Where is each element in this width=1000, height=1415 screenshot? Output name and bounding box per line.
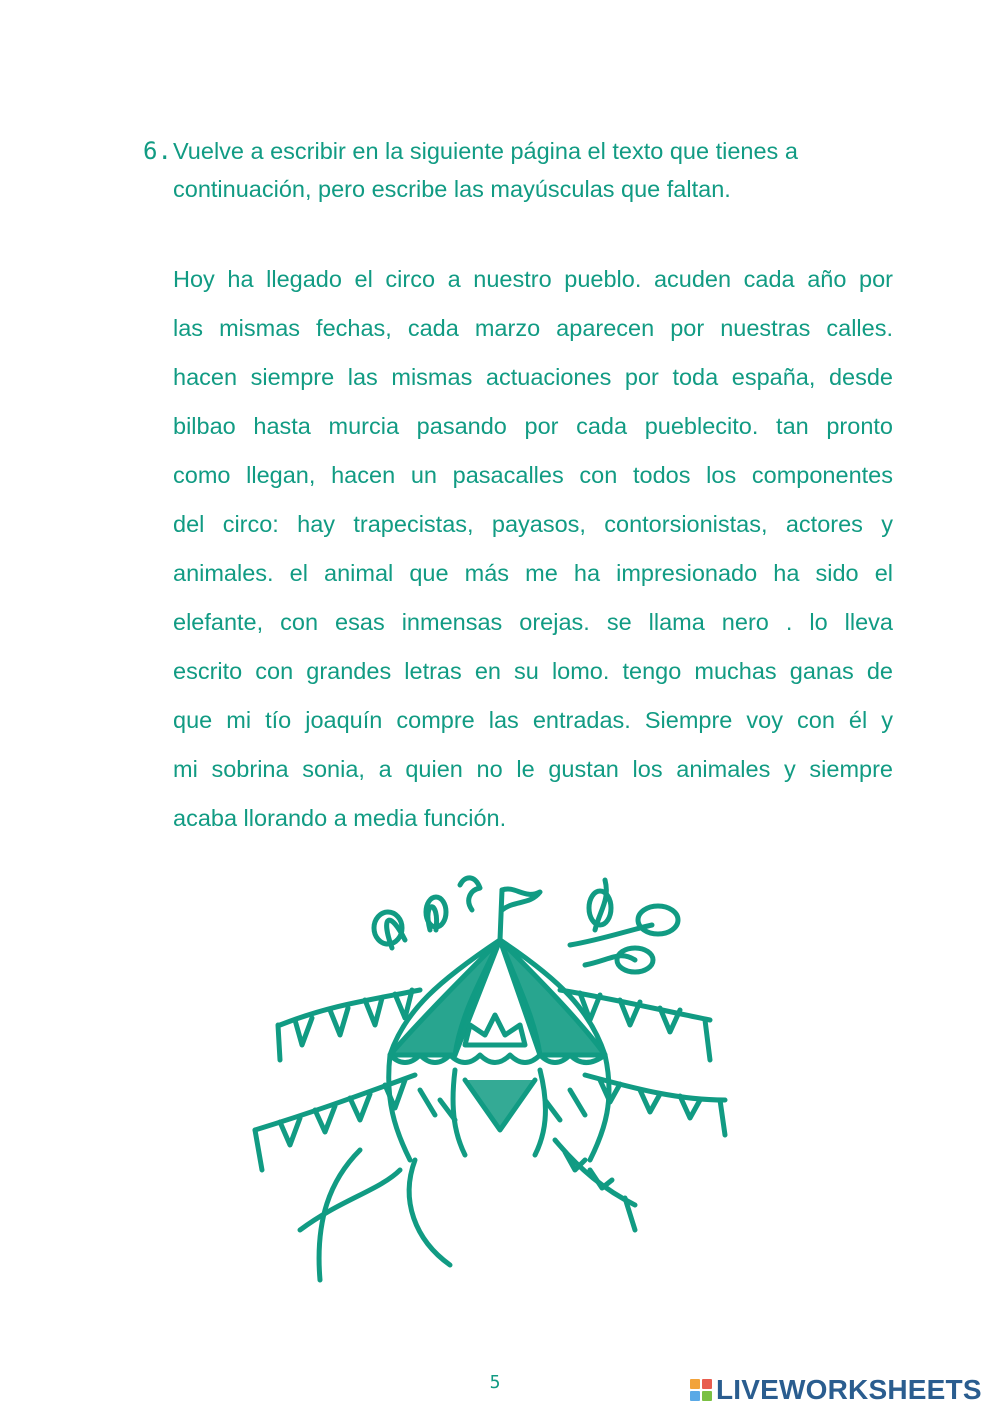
passage-line: animales. el animal que más me ha impresionado ha sido el: [173, 560, 893, 586]
brand-logo-icon: [690, 1379, 712, 1401]
passage-line: del circo: hay trapecistas, payasos, contorsionistas, actores y: [173, 511, 893, 537]
brand-name: LIVEWORKSHEETS: [716, 1374, 982, 1405]
passage-line: bilbao hasta murcia pasando por cada pueblecito. tan pronto: [173, 413, 893, 439]
brand-logo-square: [690, 1379, 700, 1389]
page-number: 5: [489, 1372, 501, 1393]
brand-logo-square: [690, 1391, 700, 1401]
brand-logo-square: [702, 1391, 712, 1401]
passage-line: las mismas fechas, cada marzo aparecen por nuestras calles.: [173, 315, 893, 341]
passage-line: Hoy ha llegado el circo a nuestro pueblo. acuden cada año por: [173, 266, 893, 292]
brand-logo-square: [702, 1379, 712, 1389]
instruction-line: Vuelve a escribir en la siguiente página el texto que tienes a: [173, 138, 798, 164]
liveworksheets-logo: [690, 1373, 982, 1407]
passage-line: que mi tío joaquín compre las entradas. Siempre voy con él y: [173, 707, 893, 733]
reading-passage: [173, 255, 893, 843]
passage-line: escrito con grandes letras en su lomo. tengo muchas ganas de: [173, 658, 893, 684]
circus-tent-illustration: [240, 870, 740, 1290]
passage-line: como llegan, hacen un pasacalles con todos los componentes: [173, 462, 893, 488]
passage-line: mi sobrina sonia, a quien no le gustan los animales y siempre: [173, 756, 893, 782]
passage-line: acaba llorando a media función.: [173, 805, 507, 831]
passage-line: elefante, con esas inmensas orejas. se llama nero . lo lleva: [173, 609, 893, 635]
instruction-line: continuación, pero escribe las mayúsculas que faltan.: [173, 176, 731, 202]
passage-line: hacen siempre las mismas actuaciones por toda españa, desde: [173, 364, 893, 390]
exercise-number: 6.: [143, 137, 172, 165]
instruction-text: [173, 132, 903, 208]
